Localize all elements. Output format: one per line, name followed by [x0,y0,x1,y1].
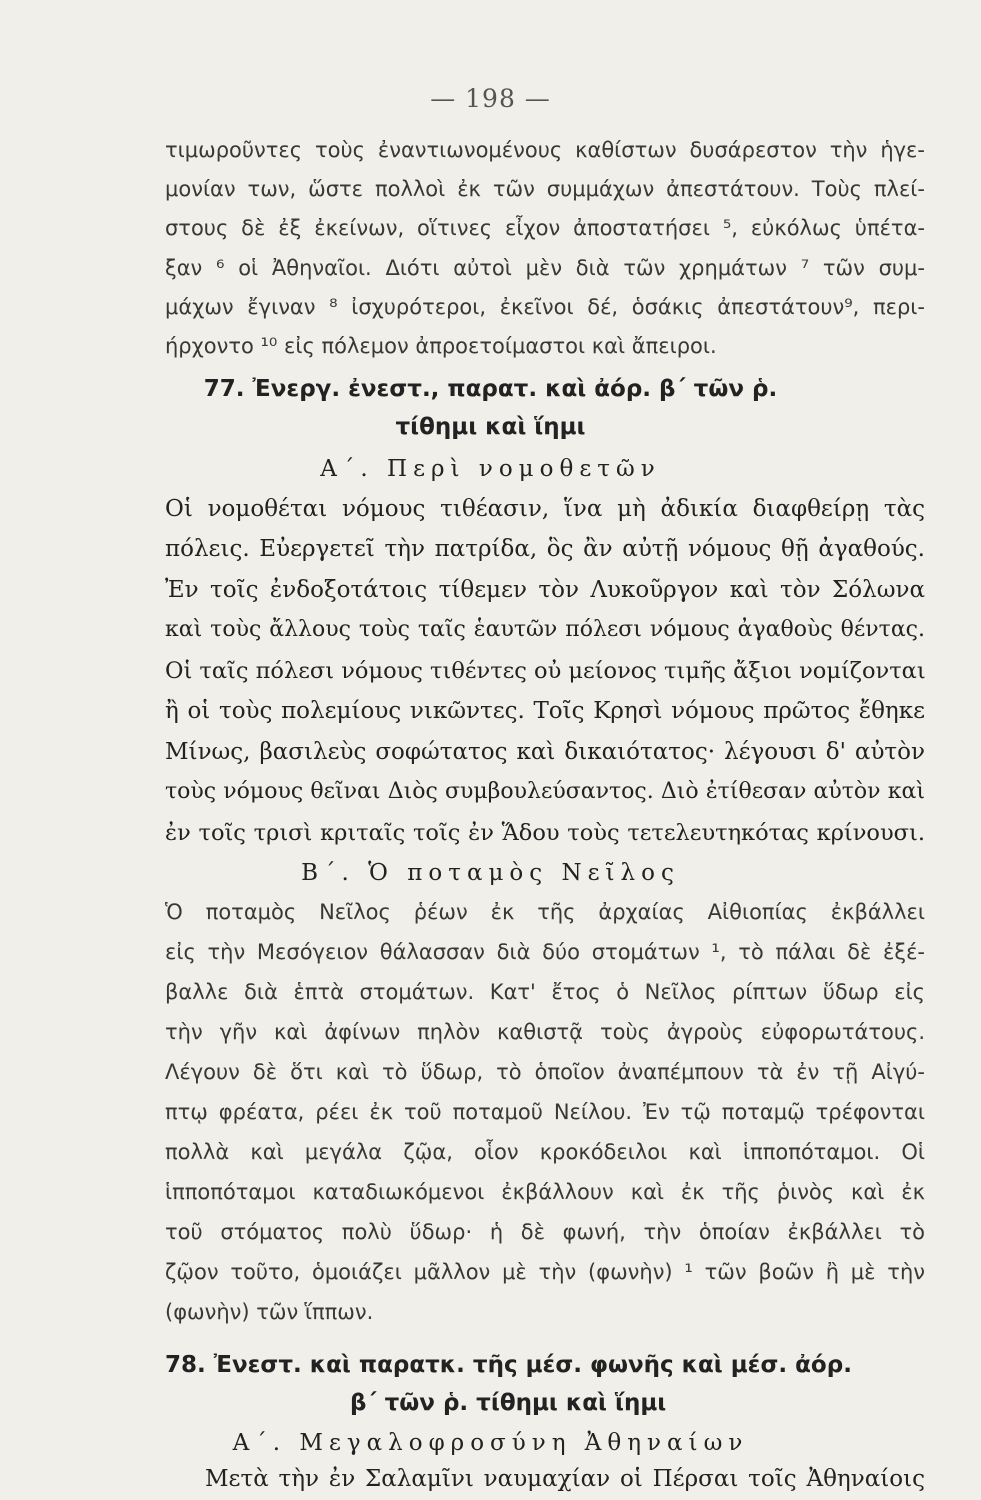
text-line: ξαν ⁶ οἱ Ἀθηναῖοι. Διότι αὐτοὶ μὲν διὰ τῶν χρημάτων ⁷ τῶν συμ- [165,256,925,280]
subsection-title: Β΄. Ὁ ποταμὸς Νεῖλος [301,860,680,886]
text-line: (φωνὴν) τῶν ἵππων. [165,1300,374,1324]
text-line: Μετὰ τὴν ἐν Σαλαμῖνι ναυμαχίαν οἱ Πέρσαι τοῖς Ἀθηναίοις [205,1466,925,1492]
text-line: ἐν τοῖς τρισὶ κριταῖς τοῖς ἐν Ἅδου τοὺς τετελευτηκότας κρίνουσι. [165,820,925,846]
text-line: τιμωροῦντες τοὺς ἐναντιωνομένους καθίστων δυσάρεστον τὴν ἡγε- [165,138,925,162]
text-line: πόλεις. Εὐεργετεῖ τὴν πατρίδα, ὃς ἂν αὐτῇ νόμους θῇ ἀγαθούς. [165,536,925,562]
text-line: τοῦ στόματος πολὺ ὕδωρ· ἡ δὲ φωνή, τὴν ὁποίαν ἐκβάλλει τὸ [165,1220,925,1244]
section-heading-77-subtitle: τίθημι καὶ ἵημι [395,414,586,440]
subsection-title: Α΄. Περὶ νομοθετῶν [320,456,661,482]
text-line: ἱπποπόταμοι καταδιωκόμενοι ἐκβάλλουν καὶ ἐκ τῆς ῥινὸς καὶ ἐκ [165,1180,925,1204]
text-line: Οἱ ταῖς πόλεσι νόμους τιθέντες οὐ μείονος τιμῆς ἄξιοι νομίζονται [165,658,926,684]
text-line: καὶ τοὺς ἄλλους τοὺς ταῖς ἑαυτῶν πόλεσι νόμους ἀγαθοὺς θέντας. [165,617,925,642]
text-line: μάχων ἔγιναν ⁸ ἰσχυρότεροι, ἐκεῖνοι δέ, ὁσάκις ἀπεστάτουν⁹, περι- [165,295,925,319]
section-heading-78: 78. Ἐνεστ. καὶ παρατκ. τῆς μέσ. φωνῆς καὶ μέσ. ἀόρ. [165,1352,852,1378]
text-line: Ἐν τοῖς ἐνδοξοτάτοις τίθεμεν τὸν Λυκοῦργον καὶ τὸν Σόλωνα [165,577,925,603]
page-number: — 198 — [430,84,551,113]
section-heading-78-subtitle: β΄ τῶν ῥ. τίθημι καὶ ἵημι [350,1390,667,1416]
text-line: Οἱ νομοθέται νόμους τιθέασιν, ἵνα μὴ ἀδικία διαφθείρῃ τὰς [165,496,925,522]
text-line: τὴν γῆν καὶ ἀφίνων πηλὸν καθιστᾷ τοὺς ἀγροὺς εὐφορωτάτους. [165,1020,925,1044]
text-line: πτῳ φρέατα, ρέει ἐκ τοῦ ποταμοῦ Νείλου. Ἐν τῷ ποταμῷ τρέφονται [165,1100,925,1124]
text-line: τοὺς νόμους θεῖναι Διὸς συμβουλεύσαντος. Διὸ ἐτίθεσαν αὐτὸν καὶ [165,779,925,804]
text-line: εἰς τὴν Μεσόγειον θάλασσαν διὰ δύο στομάτων ¹, τὸ πάλαι δὲ ἐξέ- [165,940,925,964]
subsection-title: Α΄. Μεγαλοφροσύνη Ἀθηναίων [232,1430,749,1456]
text-line: ζῷον τοῦτο, ὁμοιάζει μᾶλλον μὲ τὴν (φωνὴν) ¹ τῶν βοῶν ἢ μὲ τὴν [165,1260,925,1284]
text-line: ήρχοντο ¹⁰ εἰς πόλεμον ἀπροετοίμαστοι καὶ ἄπειροι. [165,334,717,358]
text-line: πολλὰ καὶ μεγάλα ζῷα, οἷον κροκόδειλοι καὶ ἱπποπόταμοι. Οἱ [165,1140,925,1164]
text-line: βαλλε διὰ ἑπτὰ στομάτων. Κατ' ἔτος ὁ Νεῖλος ρίπτων ὕδωρ εἰς [165,980,925,1004]
text-line: μονίαν των, ὥστε πολλοὶ ἐκ τῶν συμμάχων ἀπεστάτουν. Τοὺς πλεί- [165,177,925,201]
text-line: Ὁ ποταμὸς Νεῖλος ῥέων ἐκ τῆς ἀρχαίας Αἰθιοπίας ἐκβάλλει [165,900,925,924]
text-line: στους δὲ ἐξ ἐκείνων, οἵτινες εἶχον ἀποστατήσει ⁵, εὐκόλως ὑπέτα- [165,216,925,240]
text-line: Μίνως, βασιλεὺς σοφώτατος καὶ δικαιότατος· λέγουσι δ' αὐτὸν [165,739,925,765]
text-line: Λέγουν δὲ ὅτι καὶ τὸ ὕδωρ, τὸ ὁποῖον ἀναπέμπουν τὰ ἐν τῇ Αἰγύ- [165,1060,925,1084]
text-line: ἢ οἱ τοὺς πολεμίους νικῶντες. Τοῖς Κρησὶ νόμους πρῶτος ἔθηκε [165,698,925,724]
section-heading-77: 77. Ἐνεργ. ἐνεστ., παρατ. καὶ ἀόρ. β΄ τῶν ῥ. [203,376,778,402]
